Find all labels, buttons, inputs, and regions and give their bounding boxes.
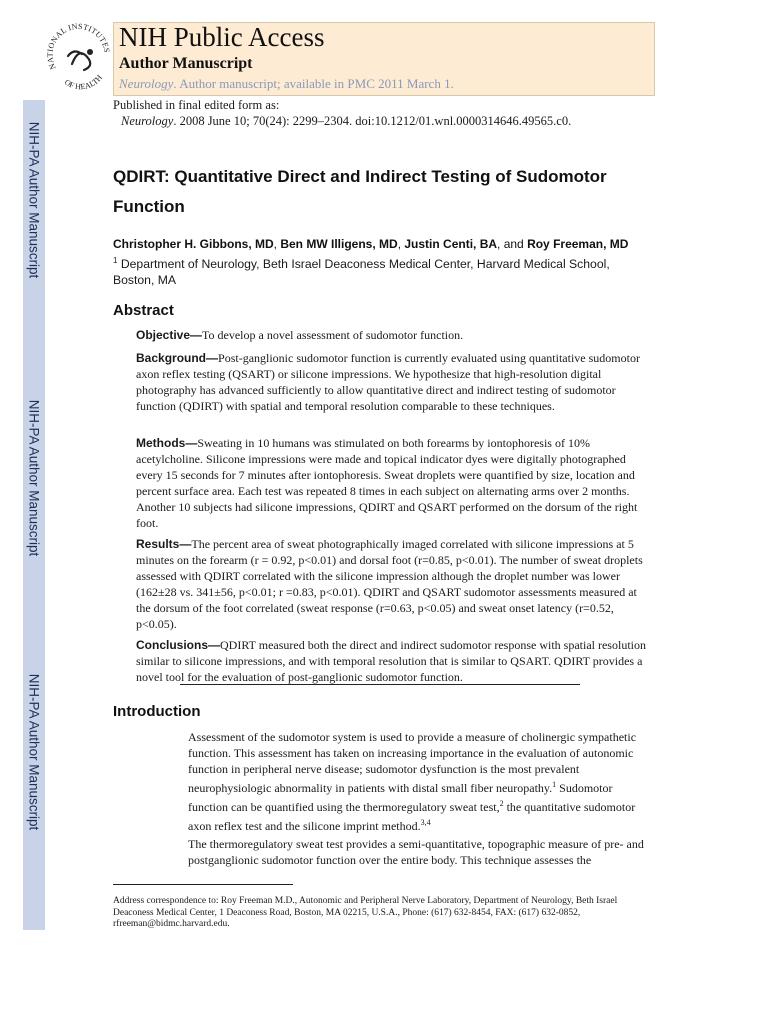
nih-public-access-banner: [113, 22, 655, 96]
svg-text:NATIONAL INSTITUTES: [45, 22, 111, 71]
objective-text: To develop a novel assessment of sudomotor function.: [202, 328, 464, 342]
conclusions-text: QDIRT measured both the direct and indirect sudomotor response with spatial resolution similar to silicone impressions, and with temporal resolution that is similar to QSART. QDIRT provides a novel tool for the evaluation of post-ganglionic sudomotor function.: [136, 638, 646, 684]
author-separator: , and: [497, 237, 528, 251]
banner-journal: Neurology: [119, 76, 174, 91]
affiliation-text: Department of Neurology, Beth Israel Deaconess Medical Center, Harvard Medical School, Boston, MA: [113, 257, 610, 288]
sidebar-label: NIH-PA Author Manuscript: [26, 121, 42, 279]
author: Justin Centi, BA: [404, 237, 498, 251]
abstract-methods: [136, 435, 654, 531]
banner-availability-text: . Author manuscript; available in PMC 2011 March 1.: [173, 76, 454, 91]
citation-journal: Neurology: [121, 114, 174, 128]
banner-subtitle: Author Manuscript: [119, 55, 253, 72]
reference-mark: 2: [499, 799, 504, 808]
footnote-rule: [113, 884, 293, 885]
abstract-objective: [136, 327, 654, 343]
author-separator: ,: [397, 237, 405, 251]
methods-text: Sweating in 10 humans was stimulated on both forearms by iontophoresis of 10% acetylcholine. Silicone impressions were made and topical indicator dyes were digitally photographed every 15 seconds for 7 minutes after iontophoresis. Sweat droplets were quantified by size, location and percent surface area. Each test was repeated 8 times in each subject on alternating arms over 2 months. Another 10 subjects had silicone impressions, QDIRT and QSART performed on the dorsum of the right foot.: [136, 436, 638, 530]
seal-text-bottom: OF HEALTH: [62, 73, 105, 92]
citation: [121, 114, 571, 129]
abstract-background: [136, 350, 654, 414]
author: Roy Freeman, MD: [527, 237, 629, 251]
abstract-conclusions: [136, 637, 654, 685]
affiliation: [113, 253, 653, 288]
intro-text: the quantitative sudomotor axon reflex test and the silicone imprint method.: [188, 800, 636, 833]
reference-mark: 1: [552, 780, 557, 789]
reference-mark: 3,4: [420, 818, 431, 827]
svg-text:OF HEALTH: [63, 73, 104, 91]
intro-text: Sudomotor function can be quantified using the thermoregulatory sweat test,: [188, 781, 613, 814]
sidebar-label: NIH-PA Author Manuscript: [26, 673, 42, 831]
banner-availability: [119, 76, 454, 92]
author: Christopher H. Gibbons, MD: [113, 237, 274, 251]
abstract-results: [136, 536, 654, 632]
conclusions-label: Conclusions—: [136, 638, 221, 652]
correspondence-footnote: Address correspondence to: Roy Freeman M.D., Autonomic and Peripheral Nerve Laboratory, Department of Neurology, Beth Israel Deaconess Medical Center, 1 Deaconess Road, Boston, MA 02215, U.S.A., Phone: (617) 632-8454, FAX: (617) 632-0852, rfreeman@bidmc.harvard.edu.: [113, 896, 618, 929]
intro-paragraph-2: The thermoregulatory sweat test provides a semi-quantitative, topographic measure of pre- and postganglionic sudomotor function over the entire body. This technique assesses the: [188, 837, 644, 867]
background-text: Post-ganglionic sudomotor function is currently evaluated using quantitative sudomotor axon reflex testing (QSART) or silicone impressions. We hypothesize that high-resolution digital photography has advanced sufficiently to allow quantitative direct and indirect testing of sudomotor function (QDIRT) with spatial and temporal resolution comparable to these techniques.: [136, 351, 640, 413]
affiliation-mark: 1: [113, 256, 118, 265]
paper-title: QDIRT: Quantitative Direct and Indirect Testing of Sudomotor Function: [113, 167, 607, 216]
introduction-heading: Introduction: [113, 703, 201, 720]
results-text: The percent area of sweat photographically imaged correlated with silicone impressions at 5 minutes on the forearm (r = 0.92, p<0.01) and dorsal foot (r=0.85, p<0.01). The number of sweat droplets assessed with QDIRT correlated with the silicone impression although the droplet number was lower (162±28 vs. 341±56, p<0.01; r =0.83, p<0.01). QDIRT and QSART sudomotor assessments measured at the dorsum of the foot correlated (sweat response (r=0.63, p<0.05) and sweat onset latency (r=0.52, p<0.05).: [136, 537, 643, 631]
abstract-heading: Abstract: [113, 302, 174, 319]
banner-title: NIH Public Access: [119, 22, 325, 52]
author-list: [113, 237, 628, 251]
sidebar-label: NIH-PA Author Manuscript: [26, 399, 42, 557]
background-label: Background—: [136, 351, 219, 365]
citation-text: . 2008 June 10; 70(24): 2299–2304. doi:10.1212/01.wnl.0000314646.49565.c0.: [173, 114, 572, 128]
published-in-label: Published in final edited form as:: [113, 98, 280, 112]
seal-text-top: NATIONAL INSTITUTES: [45, 21, 112, 71]
objective-label: Objective—: [136, 328, 203, 342]
author-separator: ,: [273, 237, 281, 251]
conclusion-underline: [180, 684, 580, 685]
methods-label: Methods—: [136, 436, 198, 450]
nih-seal-logo: [44, 18, 114, 92]
intro-paragraph-1: [188, 729, 654, 834]
author: Ben MW Illigens, MD: [280, 237, 398, 251]
results-label: Results—: [136, 537, 192, 551]
intro-text: Assessment of the sudomotor system is used to provide a measure of cholinergic sympathetic function. This assessment has taken on increasing importance in the evaluation of autonomic function in peripheral nerve disease; sudomotor dysfunction is the most prevalent neurophysiologic abnormality in patients with distal small fiber neuropathy.: [188, 730, 637, 795]
